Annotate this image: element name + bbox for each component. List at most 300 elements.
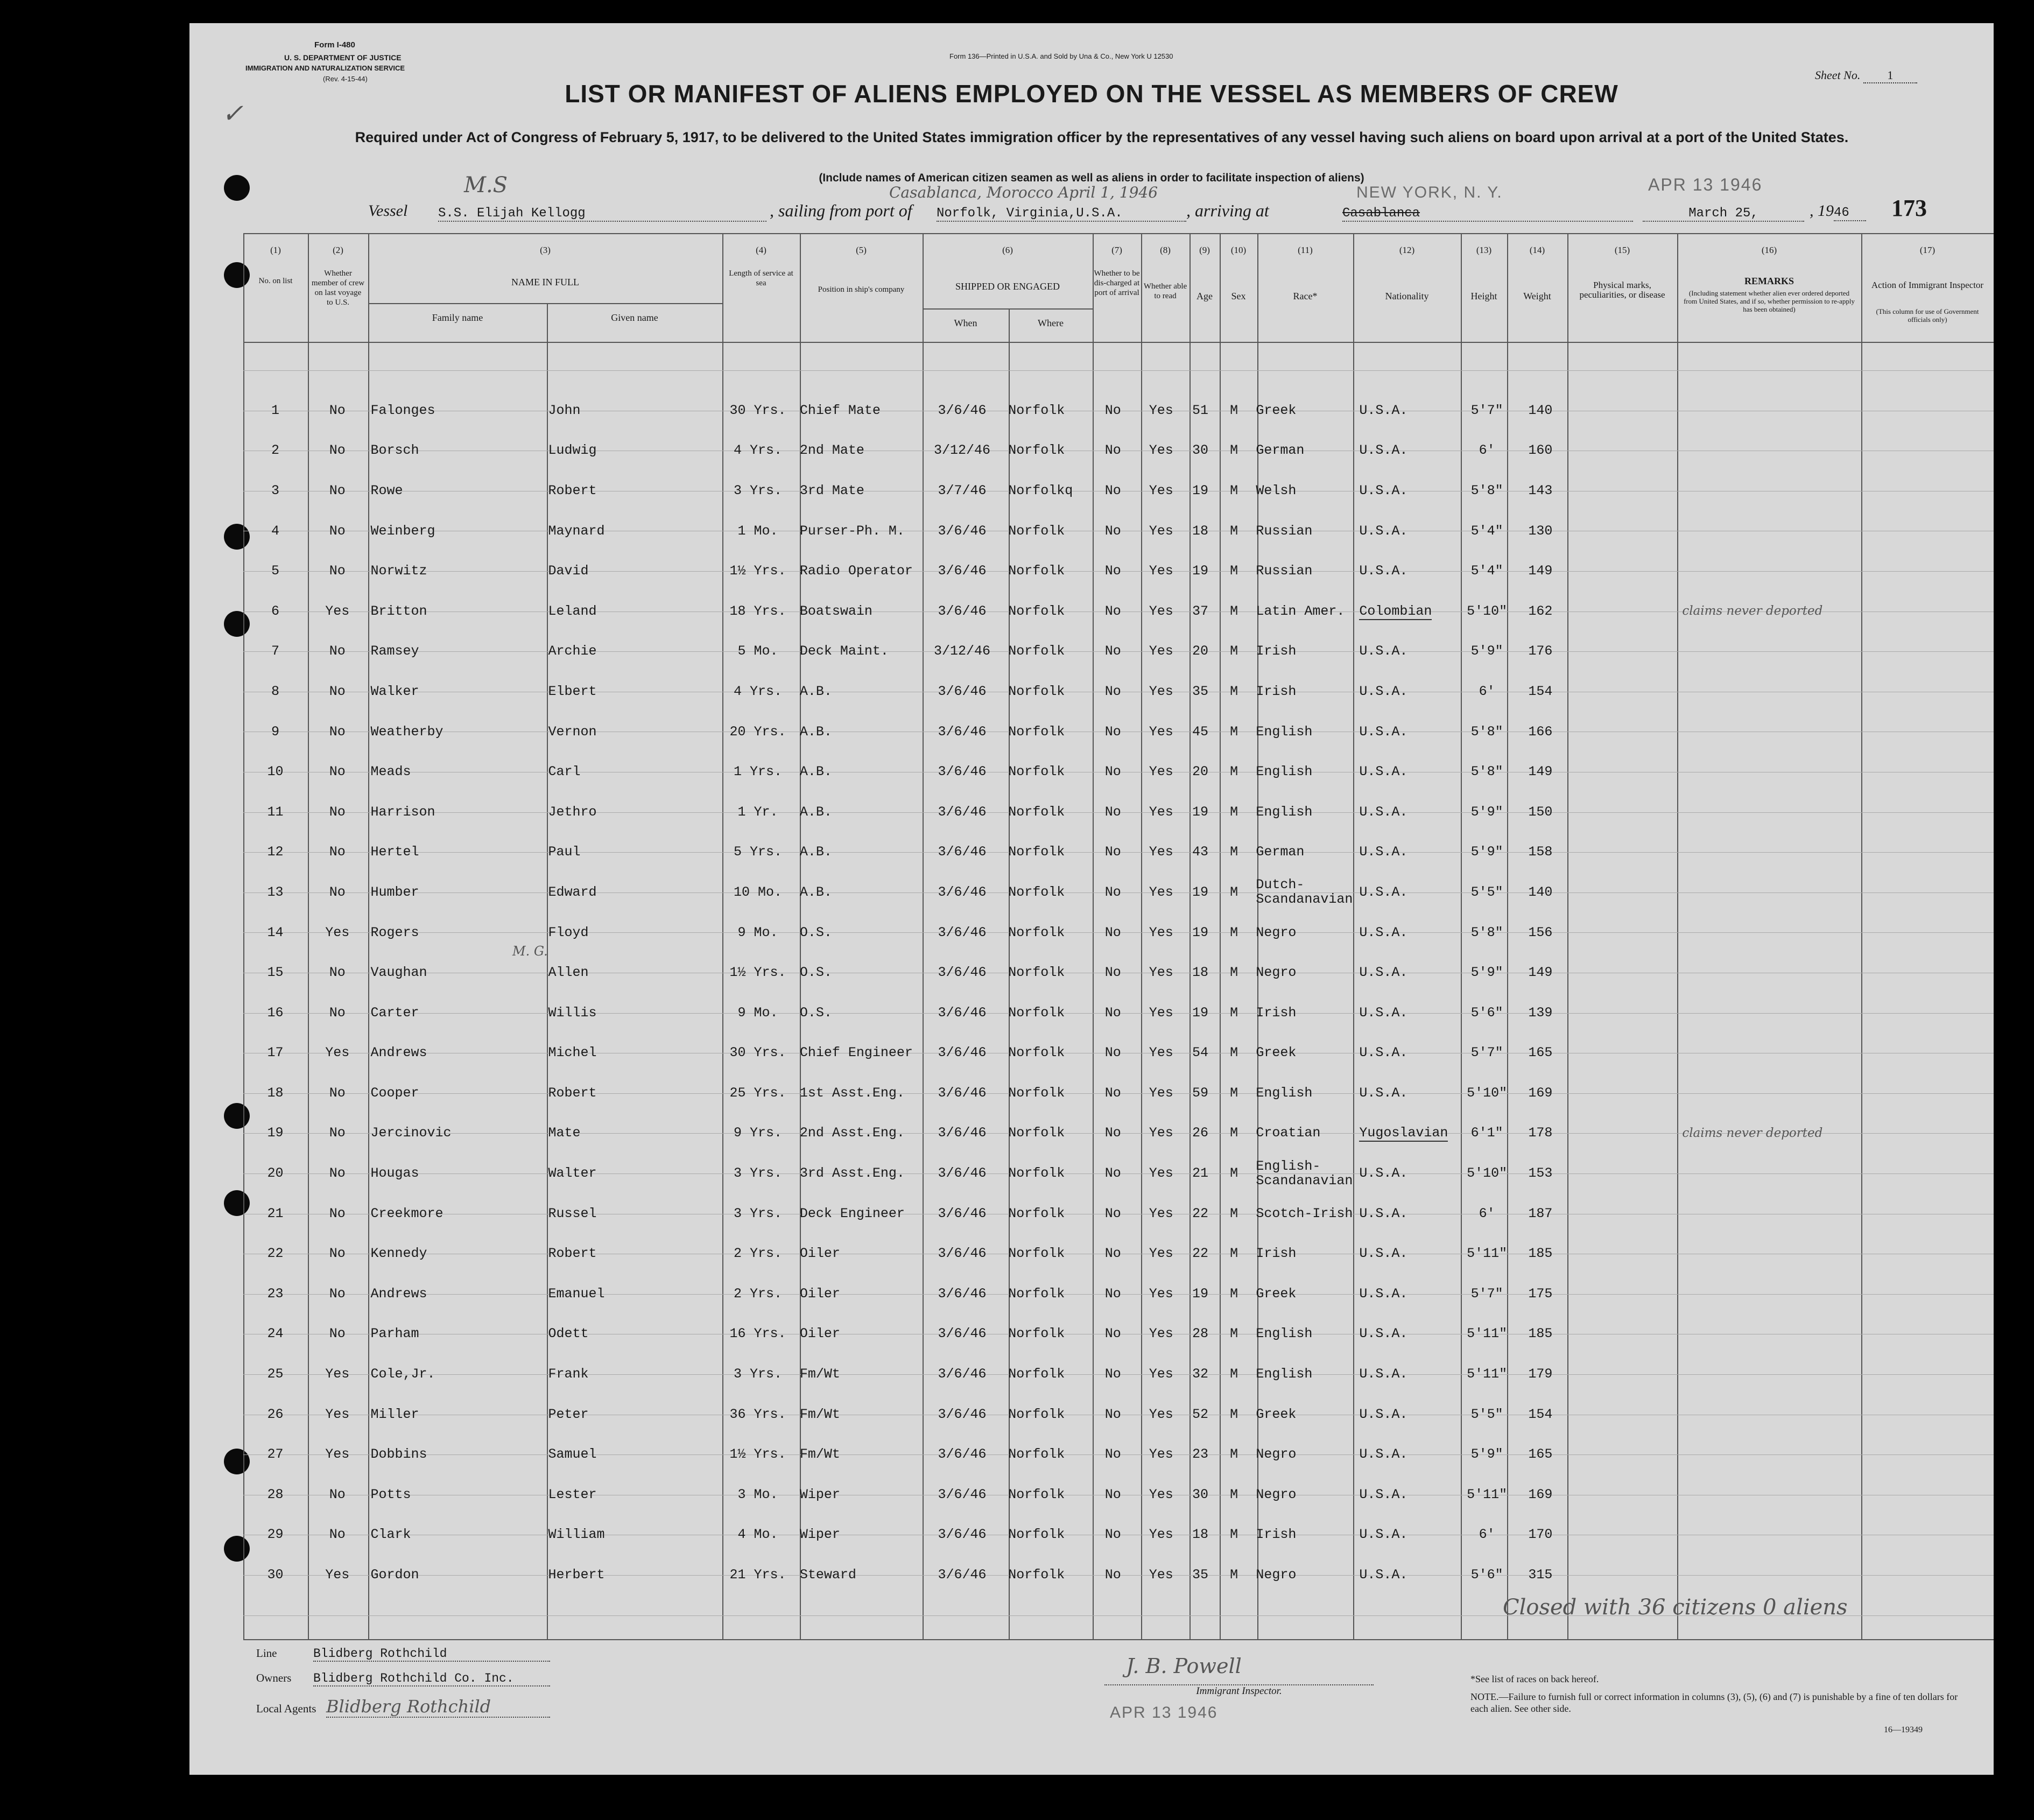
cell-read: Yes — [1149, 1406, 1173, 1422]
underlined-nationality: Colombian — [1359, 603, 1432, 619]
cell-age: 18 — [1192, 1527, 1208, 1543]
cell-family: Weinberg — [370, 523, 435, 539]
cell-prior: No — [329, 1125, 346, 1141]
cell-prior: No — [329, 523, 346, 539]
cell-sex: M — [1230, 523, 1238, 539]
cell-family: Rogers — [370, 924, 419, 940]
cell-no: 9 — [271, 723, 280, 740]
cell-service: 2 Yrs. — [733, 1285, 782, 1302]
cell-discharged: No — [1104, 884, 1121, 900]
cell-sex: M — [1230, 804, 1238, 820]
printer-line: Form 136—Printed in U.S.A. and Sold by Una & Co., New York U 12530 — [949, 52, 1173, 60]
cell-family: Rowe — [370, 482, 403, 498]
cell-service: 25 Yrs. — [729, 1085, 786, 1101]
cell-given: Elbert — [548, 683, 597, 699]
cell-prior: Yes — [325, 1366, 350, 1382]
cell-service: 3 Yrs. — [733, 1205, 782, 1221]
cell-when: 3/6/46 — [938, 1205, 987, 1221]
col-num: (2) — [333, 245, 343, 255]
table-row — [243, 792, 1994, 832]
cell-race: Russian — [1256, 563, 1313, 579]
cell-action — [1863, 712, 1994, 752]
cell-age: 18 — [1192, 965, 1208, 981]
cell-marks — [1571, 792, 1679, 832]
cell-marks — [1571, 1033, 1679, 1073]
cell-sex: M — [1230, 1165, 1238, 1182]
cell-prior: No — [329, 1165, 346, 1182]
cell-position: 3rd Mate — [799, 482, 864, 498]
cell-marks — [1571, 1314, 1679, 1354]
col-num: (6) — [1002, 245, 1013, 255]
cell-given: Robert — [548, 482, 597, 498]
cell-marks — [1571, 511, 1679, 551]
punch-hole — [224, 262, 250, 288]
cell-when: 3/12/46 — [933, 643, 991, 659]
cell-prior: No — [329, 683, 346, 699]
cell-height: 5'5" — [1470, 884, 1503, 900]
cell-height: 5'9" — [1470, 643, 1503, 659]
cell-nationality — [1356, 591, 1463, 631]
cell-action — [1863, 470, 1994, 511]
cell-prior: Yes — [325, 1406, 350, 1422]
cell-prior: Yes — [325, 924, 350, 940]
cell-marks — [1571, 1153, 1679, 1193]
cell-position: 2nd Mate — [799, 442, 864, 459]
cell-race: English — [1256, 764, 1313, 780]
cell-service: 1 Yr. — [737, 804, 778, 820]
cell-sex: M — [1230, 482, 1238, 498]
owners-label: Owners — [256, 1671, 292, 1684]
cell-weight: 158 — [1528, 844, 1553, 860]
cell-position: A.B. — [799, 804, 832, 820]
cell-nationality: U.S.A. — [1359, 1567, 1408, 1583]
cell-age: 19 — [1192, 804, 1208, 820]
table-row — [243, 1033, 1994, 1073]
cell-service: 2 Yrs. — [733, 1246, 782, 1262]
cell-discharged: No — [1104, 1406, 1121, 1422]
cell-no: 29 — [267, 1527, 284, 1543]
cell-given: Robert — [548, 1246, 597, 1262]
sailing-label: , sailing from port of — [770, 201, 912, 220]
cell-service: 1 Yrs. — [733, 764, 782, 780]
cell-no: 17 — [267, 1045, 284, 1061]
cell-remarks — [1679, 511, 1862, 551]
cell-nationality: U.S.A. — [1359, 643, 1408, 659]
cell-prior: No — [329, 1285, 346, 1302]
cell-no: 6 — [271, 603, 280, 619]
cell-given: Maynard — [548, 523, 605, 539]
cell-no: 19 — [267, 1125, 284, 1141]
sheet-number: 1 — [1863, 68, 1917, 83]
cell-race: German — [1256, 844, 1305, 860]
cell-action — [1863, 1073, 1994, 1113]
cell-sex: M — [1230, 764, 1238, 780]
cell-height: 5'11" — [1467, 1366, 1508, 1382]
cell-service: 3 Yrs. — [733, 482, 782, 498]
cell-discharged: No — [1104, 723, 1121, 740]
cell-nationality: U.S.A. — [1359, 1326, 1408, 1342]
cell-position: O.S. — [799, 965, 832, 981]
cell-family: Meads — [370, 764, 411, 780]
cell-action — [1863, 631, 1994, 672]
inspector-label: Immigrant Inspector. — [1104, 1684, 1374, 1697]
cell-position: A.B. — [799, 844, 832, 860]
row15-note: M. G. — [512, 944, 548, 959]
cell-when: 3/6/46 — [938, 764, 987, 780]
cell-discharged: No — [1104, 603, 1121, 619]
cell-action — [1863, 1515, 1994, 1555]
manifest-sheet — [189, 23, 1994, 1775]
cell-weight: 160 — [1528, 442, 1553, 459]
check-mark: ✓ — [222, 99, 244, 129]
cell-marks — [1571, 1555, 1679, 1595]
cell-service: 3 Yrs. — [733, 1165, 782, 1182]
cell-prior: No — [329, 1085, 346, 1101]
cell-where: Norfolk — [1008, 683, 1065, 699]
cell-race: English-Scandanavian — [1256, 1158, 1353, 1189]
cell-age: 20 — [1192, 764, 1208, 780]
col-header-read: Whether able to read — [1143, 282, 1187, 300]
cell-height: 5'10" — [1467, 1165, 1508, 1182]
cell-nationality: U.S.A. — [1359, 482, 1408, 498]
cell-remarks — [1679, 631, 1862, 672]
cell-marks — [1571, 1193, 1679, 1234]
cell-no: 30 — [267, 1567, 284, 1583]
cell-discharged: No — [1104, 482, 1121, 498]
form-number: Form I-480 — [314, 40, 355, 50]
cell-prior: Yes — [325, 1567, 350, 1583]
cell-read: Yes — [1149, 402, 1173, 418]
cell-where: Norfolk — [1008, 1285, 1065, 1302]
cell-given: John — [548, 402, 581, 418]
table-row — [243, 1113, 1994, 1154]
cell-action — [1863, 1193, 1994, 1234]
cell-remarks — [1679, 1314, 1862, 1354]
cell-nationality: U.S.A. — [1359, 804, 1408, 820]
cell-when: 3/6/46 — [938, 1567, 987, 1583]
cell-position: A.B. — [799, 723, 832, 740]
cell-marks — [1571, 1515, 1679, 1555]
cell-age: 21 — [1192, 1165, 1208, 1182]
cell-marks — [1571, 1354, 1679, 1394]
cell-action — [1863, 872, 1994, 912]
cell-nationality: U.S.A. — [1359, 1045, 1408, 1061]
cell-marks — [1571, 993, 1679, 1033]
col-header-position: Position in ship's company — [818, 285, 905, 294]
cell-family: Borsch — [370, 442, 419, 459]
cell-read: Yes — [1149, 804, 1173, 820]
cell-sex: M — [1230, 1366, 1238, 1382]
cell-given: David — [548, 563, 589, 579]
cell-weight: 154 — [1528, 683, 1553, 699]
cell-weight: 156 — [1528, 924, 1553, 940]
cell-no: 24 — [267, 1326, 284, 1342]
cell-nationality: U.S.A. — [1359, 844, 1408, 860]
cell-sex: M — [1230, 442, 1238, 459]
cell-read: Yes — [1149, 482, 1173, 498]
cell-sex: M — [1230, 1486, 1238, 1502]
cell-nationality: U.S.A. — [1359, 683, 1408, 699]
cell-when: 3/6/46 — [938, 884, 987, 900]
col-num: (15) — [1614, 245, 1630, 255]
cell-marks — [1571, 1434, 1679, 1474]
cell-marks — [1571, 712, 1679, 752]
cell-action — [1863, 551, 1994, 591]
cell-marks — [1571, 431, 1679, 471]
cell-no: 16 — [267, 1004, 284, 1021]
col-num: (16) — [1761, 245, 1777, 255]
cell-where: Norfolk — [1008, 723, 1065, 740]
cell-no: 3 — [271, 482, 280, 498]
cell-nationality: U.S.A. — [1359, 1205, 1408, 1221]
arrival-stamp: NEW YORK, N. Y. — [1356, 184, 1503, 201]
cell-sex: M — [1230, 1406, 1238, 1422]
cell-when: 3/6/46 — [938, 965, 987, 981]
cell-prior: No — [329, 1486, 346, 1502]
cell-read: Yes — [1149, 1205, 1173, 1221]
table-row — [243, 631, 1994, 672]
cell-family: Cooper — [370, 1085, 419, 1101]
col-num: (17) — [1919, 245, 1936, 255]
col-num: (14) — [1529, 245, 1545, 255]
cell-sex: M — [1230, 563, 1238, 579]
cell-position: Chief Engineer — [799, 1045, 913, 1061]
table-row — [243, 1073, 1994, 1113]
cell-remarks — [1679, 832, 1862, 873]
cell-sex: M — [1230, 402, 1238, 418]
footer-agents-row — [256, 1696, 550, 1718]
cell-no: 4 — [271, 523, 280, 539]
cell-position: Fm/Wt — [799, 1366, 840, 1382]
cell-race: Irish — [1256, 1527, 1297, 1543]
line-label: Line — [256, 1647, 277, 1660]
cell-height: 5'11" — [1467, 1246, 1508, 1262]
cell-sex: M — [1230, 1527, 1238, 1543]
vessel-annotation: M.S — [464, 173, 508, 198]
cell-weight: 149 — [1528, 563, 1553, 579]
cell-remarks — [1679, 551, 1862, 591]
cell-marks — [1571, 551, 1679, 591]
cell-read: Yes — [1149, 1165, 1173, 1182]
cell-no: 12 — [267, 844, 284, 860]
cell-service: 1½ Yrs. — [729, 965, 786, 981]
col-header-discharged: Whether to be dis-charged at port of arrival — [1094, 269, 1140, 297]
cell-marks — [1571, 1394, 1679, 1435]
cell-where: Norfolk — [1008, 1406, 1065, 1422]
cell-prior: No — [329, 402, 346, 418]
table-row — [243, 1515, 1994, 1555]
closing-note: Closed with 36 citizens 0 aliens — [1503, 1595, 1848, 1620]
cell-age: 20 — [1192, 643, 1208, 659]
cell-given: Allen — [548, 965, 589, 981]
cell-position: A.B. — [799, 683, 832, 699]
col-header-when: When — [954, 318, 977, 328]
cell-race: Latin Amer. — [1256, 603, 1345, 619]
cell-discharged: No — [1104, 683, 1121, 699]
cell-height: 6' — [1479, 683, 1495, 699]
cell-given: Emanuel — [548, 1285, 605, 1302]
cell-weight: 185 — [1528, 1246, 1553, 1262]
cell-no: 20 — [267, 1165, 284, 1182]
cell-family: Harrison — [370, 804, 435, 820]
cell-family: Dobbins — [370, 1446, 427, 1463]
cell-remarks — [1679, 1515, 1862, 1555]
cell-where: Norfolk — [1008, 1045, 1065, 1061]
col-num: (1) — [270, 245, 281, 255]
cell-weight: 165 — [1528, 1446, 1553, 1463]
col-header-sex: Sex — [1231, 291, 1246, 301]
cell-age: 30 — [1192, 1486, 1208, 1502]
cell-family: Creekmore — [370, 1205, 444, 1221]
col-num: (9) — [1199, 245, 1210, 255]
cell-height: 5'11" — [1467, 1486, 1508, 1502]
table-row — [243, 1434, 1994, 1474]
cell-action — [1863, 1474, 1994, 1515]
cell-marks — [1571, 1474, 1679, 1515]
underlined-nationality: Yugoslavian — [1359, 1125, 1448, 1141]
cell-read: Yes — [1149, 764, 1173, 780]
cell-when: 3/12/46 — [933, 442, 991, 459]
cell-discharged: No — [1104, 643, 1121, 659]
cell-remarks — [1679, 1394, 1862, 1435]
cell-service: 4 Mo. — [737, 1527, 778, 1543]
cell-race: English — [1256, 1326, 1313, 1342]
cell-read: Yes — [1149, 1527, 1173, 1543]
table-row — [243, 1153, 1994, 1193]
cell-service: 3 Mo. — [737, 1486, 778, 1502]
cell-service: 5 Mo. — [737, 643, 778, 659]
cell-when: 3/6/46 — [938, 563, 987, 579]
cell-race: Irish — [1256, 1004, 1297, 1021]
cell-where: Norfolk — [1008, 844, 1065, 860]
cell-position: Boatswain — [799, 603, 872, 619]
table-row — [243, 551, 1994, 591]
cell-weight: 170 — [1528, 1527, 1553, 1543]
cell-position: O.S. — [799, 924, 832, 940]
cell-given: Edward — [548, 884, 597, 900]
cell-marks — [1571, 1113, 1679, 1154]
cell-discharged: No — [1104, 563, 1121, 579]
cell-nationality: U.S.A. — [1359, 1285, 1408, 1302]
cell-discharged: No — [1104, 402, 1121, 418]
cell-height: 5'8" — [1470, 482, 1503, 498]
cell-position: Steward — [799, 1567, 856, 1583]
cell-height: 5'9" — [1470, 844, 1503, 860]
cell-no: 1 — [271, 402, 280, 418]
row-rule — [243, 370, 1994, 371]
cell-where: Norfolk — [1008, 804, 1065, 820]
table-row — [243, 1193, 1994, 1234]
cell-sex: M — [1230, 603, 1238, 619]
cell-nationality: U.S.A. — [1359, 1406, 1408, 1422]
col-num: (11) — [1298, 245, 1313, 255]
cell-discharged: No — [1104, 1567, 1121, 1583]
cell-given: Ludwig — [548, 442, 597, 459]
cell-position: Wiper — [799, 1527, 840, 1543]
cell-weight: 162 — [1528, 603, 1553, 619]
cell-prior: No — [329, 442, 346, 459]
cell-discharged: No — [1104, 844, 1121, 860]
col-header-race: Race* — [1293, 291, 1318, 301]
cell-where: Norfolk — [1008, 1326, 1065, 1342]
cell-height: 5'11" — [1467, 1326, 1508, 1342]
cell-race: Greek — [1256, 1406, 1297, 1422]
cell-read: Yes — [1149, 1085, 1173, 1101]
cell-given: Odett — [548, 1326, 589, 1342]
cell-race: Irish — [1256, 1246, 1297, 1262]
cell-action — [1863, 912, 1994, 953]
arriving-port: Casablanca — [1342, 206, 1633, 222]
cell-weight: 143 — [1528, 482, 1553, 498]
cell-prior: No — [329, 1004, 346, 1021]
cell-discharged: No — [1104, 764, 1121, 780]
shipped-subheader-rule — [923, 308, 1093, 310]
cell-position: Wiper — [799, 1486, 840, 1502]
cell-marks — [1571, 872, 1679, 912]
cell-discharged: No — [1104, 1125, 1121, 1141]
cell-when: 3/6/46 — [938, 1486, 987, 1502]
cell-family: Falonges — [370, 402, 435, 418]
cell-position: Chief Mate — [799, 402, 881, 418]
cell-remarks — [1679, 390, 1862, 431]
cell-where: Norfolk — [1008, 924, 1065, 940]
cell-nationality: U.S.A. — [1359, 1085, 1408, 1101]
cell-position: O.S. — [799, 1004, 832, 1021]
cell-height: 5'9" — [1470, 965, 1503, 981]
cell-service: 5 Yrs. — [733, 844, 782, 860]
cell-race: Dutch-Scandanavian — [1256, 877, 1353, 908]
cell-sex: M — [1230, 1326, 1238, 1342]
cell-nationality: U.S.A. — [1359, 1527, 1408, 1543]
cell-weight: 165 — [1528, 1045, 1553, 1061]
cell-where: Norfolk — [1008, 1486, 1065, 1502]
cell-marks — [1571, 751, 1679, 792]
cell-remarks — [1679, 1354, 1862, 1394]
cell-discharged: No — [1104, 1446, 1121, 1463]
cell-position: 2nd Asst.Eng. — [799, 1125, 905, 1141]
cell-age: 30 — [1192, 442, 1208, 459]
form-code: 16—19349 — [1884, 1725, 1923, 1734]
cell-no: 26 — [267, 1406, 284, 1422]
cell-where: Norfolk — [1008, 442, 1065, 459]
cell-given: Walter — [548, 1165, 597, 1182]
cell-sex: M — [1230, 965, 1238, 981]
year-label — [1810, 202, 1866, 221]
col-header-family-name: Family name — [432, 312, 483, 323]
cell-where: Norfolk — [1008, 402, 1065, 418]
cell-position: Deck Maint. — [799, 643, 889, 659]
cell-prior: No — [329, 643, 346, 659]
cell-when: 3/6/46 — [938, 1326, 987, 1342]
cell-when: 3/6/46 — [938, 1045, 987, 1061]
cell-action — [1863, 390, 1994, 431]
cell-given: Willis — [548, 1004, 597, 1021]
cell-discharged: No — [1104, 1045, 1121, 1061]
year-prefix: , 19 — [1810, 202, 1834, 220]
races-note: *See list of races on back hereof. — [1470, 1674, 1599, 1684]
cell-no: 25 — [267, 1366, 284, 1382]
port-annotation: Casablanca, Morocco April 1, 1946 — [889, 184, 1158, 201]
cell-action — [1863, 591, 1994, 631]
cell-age: 35 — [1192, 1567, 1208, 1583]
cell-height: 5'7" — [1470, 402, 1503, 418]
cell-race: Negro — [1256, 924, 1297, 940]
cell-remarks — [1679, 671, 1862, 712]
cell-age: 19 — [1192, 924, 1208, 940]
col-num: (4) — [756, 245, 766, 255]
cell-family: Vaughan — [370, 965, 427, 981]
cell-discharged: No — [1104, 1246, 1121, 1262]
